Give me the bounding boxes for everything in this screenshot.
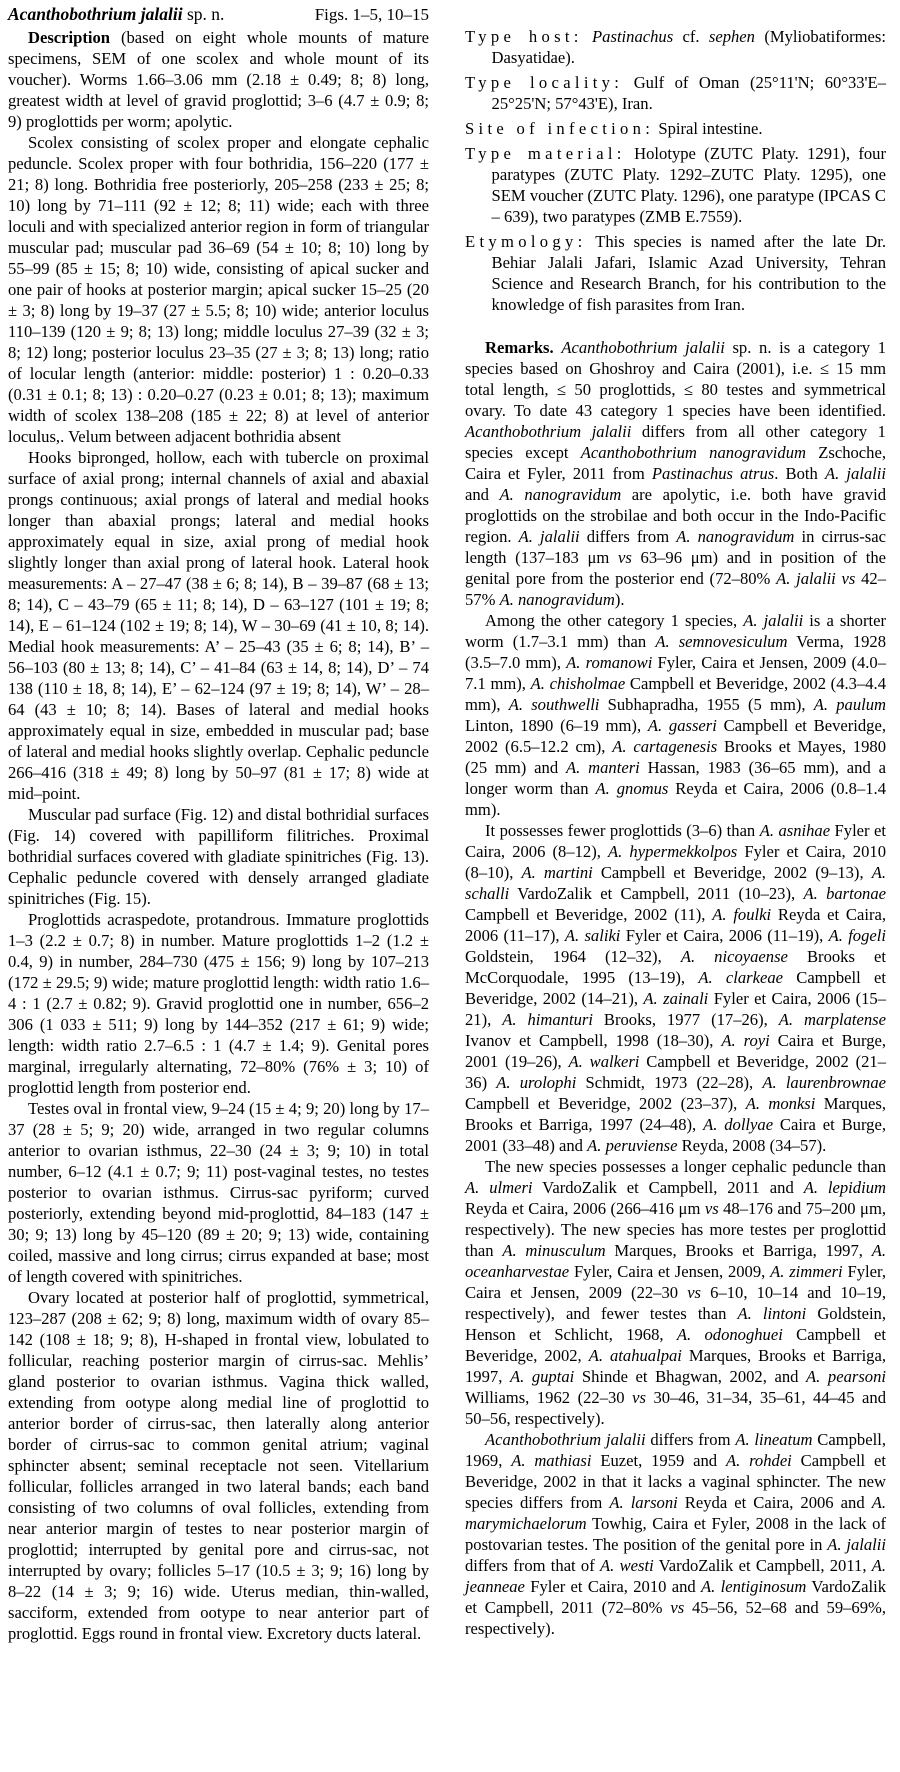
species-rank: sp. n. xyxy=(182,4,225,24)
type-host-text: Pastinachus cf. sephen (Myliobatiformes: Dasyatidae). xyxy=(491,27,886,67)
ovary-paragraph: Ovary located at posterior half of proglottid, symmetrical, 123–287 (208 ± 62; 9; 8) long, maximum width of ovary 85–142 (108 ± 18; 9; 8), H-shaped in frontal view, lobulated to follicular, reaching posterior margin of cirrus-sac. Mehlis’ gland posterior to ovarian isthmus. Vagina thick walled, extending from ootype along medial line of proglottid to anterior border of cirrus-sac, then laterally along anterior border of cirrus-sac to common genital atrium; vaginal sphincter absent; seminal receptacle not seen. Vitellarium follicular, follicles arranged in two lateral bands; each band consisting of two columns of oval follicles, extending from near anterior margin of testes to near posterior margin of proglottid; interrupted by genital pore and cirrus-sac, not interrupted by ovary; follicles 5–17 (10.5 ± 3; 9; 16) long by 8–22 (14 ± 3; 9; 16) wide. Uterus median, thin-walled, sacciform, extended from ootype to near anterior part of proglottid. Eggs round in frontal view. Excretory ducts lateral. xyxy=(8,1288,429,1643)
type-locality-label: Type locality: xyxy=(465,73,624,92)
remarks-paragraph-2: Among the other category 1 species, A. jalalii is a shorter worm (1.7–3.1 mm) than A. semnovesiculum Verma, 1928 (3.5–7.0 mm), A. romanowi Fyler, Caira et Jensen, 2009 (4.0–7.1 mm), A. chisholmae Campbell et Beveridge, 2002 (4.3–4.4 mm), A. southwelli Subhapradha, 1955 (5 mm), A. paulum Linton, 1890 (6–19 mm), A. gasseri Campbell et Beveridge, 2002 (6.5–12.2 cm), A. cartagenesis Brooks et Mayes, 1980 (25 mm) and A. manteri Hassan, 1983 (36–65 mm), and a longer worm than A. gnomus Reyda et Caira, 2006 (0.8–1.4 mm). xyxy=(465,611,887,819)
species-title-row xyxy=(8,4,429,25)
species-title xyxy=(8,4,224,25)
muscular-pad-paragraph: Muscular pad surface (Fig. 12) and distal bothridial surfaces (Fig. 14) covered with papilliform filitriches. Proximal bothridial surfaces covered with gladiate spinitriches (Fig. 13). Cephalic peduncle covered with densely arranged gladiate spinitriches (Fig. 15). xyxy=(8,805,429,908)
remarks-paragraph-3: It possesses fewer proglottids (3–6) than A. asnihae Fyler et Caira, 2006 (8–12), A. hypermekkolpos Fyler et Caira, 2010 (8–10), A. martini Campbell et Beveridge, 2002 (9–13), A. schalli VardoZalik et Campbell, 2011 (10–23), A. bartonae Campbell et Beveridge, 2002 (11), A. foulki Reyda et Caira, 2006 (11–17), A. saliki Fyler et Caira, 2006 (11–19), A. fogeli Goldstein, 1964 (12–32), A. nicoyaense Brooks et McCorquodale, 1995 (13–19), A. clarkeae Campbell et Beveridge, 2002 (14–21), A. zainali Fyler et Caira, 2006 (15–21), A. himanturi Brooks, 1977 (17–26), A. marplatense Ivanov et Campbell, 1998 (18–30), A. royi Caira et Burge, 2001 (19–26), A. walkeri Campbell et Beveridge, 2002 (21–36) A. urolophi Schmidt, 1973 (22–28), A. laurenbrownae Campbell et Beveridge, 2002 (23–37), A. monksi Marques, Brooks et Barriga, 1997 (24–48), A. dollyae Caira et Burge, 2001 (33–48) and A. peruviense Reyda, 2008 (34–57). xyxy=(465,821,887,1155)
etymology-entry xyxy=(465,231,886,315)
type-locality-entry xyxy=(465,72,886,114)
remarks-section xyxy=(465,337,886,1639)
type-host-entry xyxy=(465,26,886,68)
site-of-infection-label: Site of infection: xyxy=(465,119,655,138)
remarks-paragraph-4: The new species possesses a longer cephalic peduncle than A. ulmeri VardoZalik et Campbell, 2011 and A. lepidium Reyda et Caira, 2006 (266–416 μm vs 48–176 and 75–200 μm, respectively). The new species has more testes per proglottid than A. minusculum Marques, Brooks et Barriga, 1997, A. oceanharvestae Fyler, Caira et Jensen, 2009, A. zimmeri Fyler, Caira et Jensen, 2009 (22–30 vs 6–10, 10–14 and 10–19, respectively), and fewer testes than A. lintoni Goldstein, Henson et Schlicht, 1968, A. odonoghuei Campbell et Beveridge, 2002, A. atahualpai Marques, Brooks et Barriga, 1997, A. guptai Shinde et Bhagwan, 2002, and A. pearsoni Williams, 1962 (22–30 vs 30–46, 31–34, 35–61, 44–45 and 50–56, respectively). xyxy=(465,1157,887,1428)
etymology-label: Etymology: xyxy=(465,232,587,251)
testes-paragraph: Testes oval in frontal view, 9–24 (15 ± 4; 9; 20) long by 17–37 (28 ± 5; 9; 20) wide, arranged in two regular columns anterior to ovarian isthmus, 22–30 (24 ± 3; 9; 10) in total number, 6–12 (4.1 ± 0.7; 9; 11) post-vaginal testes, no testes posterior to ovarian isthmus. Cirrus-sac pyriform; curved posteriorly, extending beyond mid-proglottid, 84–183 (147 ± 30; 9; 13) long by 45–120 (89 ± 20; 9; 13) wide, containing coiled, massive and long cirrus; cirrus expanded at base; most of length covered with spinitriches. xyxy=(8,1099,429,1286)
figure-references: Figs. 1–5, 10–15 xyxy=(314,5,429,24)
left-column xyxy=(8,4,429,1644)
proglottids-paragraph: Proglottids acraspedote, protandrous. Immature proglottids 1–3 (2.2 ± 0.7; 8) in number. Mature proglottids 1–2 (1.2 ± 0.4, 9) in number, 284–730 (475 ± 156; 9) long by 107–213 (172 ± 29.5; 9) wide; mature proglottid length: width ratio 1.6–4 : 1 (2.7 ± 0.82; 9). Gravid proglottid one in number, 656–2 306 (1 033 ± 511; 9) long by 144–352 (217 ± 61; 9) wide; length: width ratio 2.7–6.5 : 1 (4.7 ± 1.4; 9). Genital pores marginal, irregularly alternating, 72–80% (76% ± 3; 10) of proglottid length from posterior end. xyxy=(8,910,429,1097)
etymology-text: This species is named after the late Dr. Behiar Jalali Jafari, Islamic Azad University, Tehran Science and Research Branch, for his contribution to the knowledge of fish parasites from Iran. xyxy=(491,232,886,314)
type-locality-text: Gulf of Oman (25°11'N; 60°33'E–25°25'N; 57°43'E), Iran. xyxy=(491,73,886,113)
description-paragraph: Description (based on eight whole mounts of mature specimens, SEM of one scolex and whole mount of its voucher). Worms 1.66–3.06 mm (2.18 ± 0.49; 8; 8) long, greatest width at level of gravid proglottid; 3–6 (4.7 ± 0.9; 8; 9) proglottids per worm; apolytic. xyxy=(8,28,429,131)
scolex-paragraph: Scolex consisting of scolex proper and elongate cephalic peduncle. Scolex proper with four bothridia, 156–220 (177 ± 21; 8) long. Bothridia free posteriorly, 205–258 (233 ± 25; 8; 10) long by 71–111 (92 ± 12; 8; 11) wide; each with three loculi and with specialized anterior region in form of triangular muscular pad; muscular pad 36–69 (54 ± 10; 8; 10) long by 55–99 (85 ± 15; 8; 10) wide, consisting of apical sucker and one pair of hooks at posterior margin; apical sucker 15–25 (20 ± 3; 8) long by 19–37 (27 ± 5.5; 8; 10) wide; anterior loculus 110–139 (120 ± 9; 8; 13) long; middle loculus 27–39 (32 ± 3; 8; 12) long; posterior loculus 23–35 (27 ± 3; 8; 13) long; ratio of locular length (anterior: middle: posterior) 1 : 0.20–0.33 (0.31 ± 0.1; 8; 13) : 0.20–0.27 (0.23 ± 0.01; 8; 13); maximum width of scolex 138–208 (185 ± 22; 8) at level of anterior loculus,. Velum between adjacent bothridia absent xyxy=(8,133,429,446)
remarks-paragraph-5: Acanthobothrium jalalii differs from A. lineatum Campbell, 1969, A. mathiasi Euzet, 1959 and A. rohdei Campbell et Beveridge, 2002 in that it lacks a vaginal sphincter. The new species differs from A. larsoni Reyda et Caira, 2006 and A. marymichaelorum Towhig, Caira et Fyler, 2008 in the lack of postovarian testes. The position of the genital pore in A. jalalii differs from that of A. westi VardoZalik et Campbell, 2011, A. jeanneae Fyler et Caira, 2010 and A. lentiginosum VardoZalik et Campbell, 2011 (72–80% vs 45–56, 52–68 and 59–69%, respectively). xyxy=(465,1430,887,1638)
type-material-label: Type material: xyxy=(465,144,626,163)
type-material-entry xyxy=(465,143,886,227)
type-material-text: Holotype (ZUTC Platy. 1291), four paratypes (ZUTC Platy. 1292–ZUTC Platy. 1295), one SEM voucher (ZUTC Platy. 1296), one paratype (IPCAS C – 639), two paratypes (ZMB E.7559). xyxy=(491,144,887,226)
remarks-paragraph-1: Remarks. Acanthobothrium jalalii sp. n. is a category 1 species based on Ghoshroy and Caira (2001), i.e. ≤ 15 mm total length, ≤ 50 proglottids, ≤ 80 testes and symmetrical ovary. To date 43 category 1 species have been identified. Acanthobothrium jalalii differs from all other category 1 species except Acanthobothrium nanogravidum Zschoche, Caira et Fyler, 2011 from Pastinachus atrus. Both A. jalalii and A. nanogravidum are apolytic, i.e. both have gravid proglottids on the strobilae and both occur in the Indo-Pacific region. A. jalalii differs from A. nanogravidum in cirrus-sac length (137–183 μm vs 63–96 μm) and in position of the genital pore from the posterior end (72–80% A. jalalii vs 42–57% A. nanogravidum). xyxy=(465,338,887,609)
type-host-label: Type host: xyxy=(465,27,583,46)
site-of-infection-text: Spiral intestine. xyxy=(658,119,763,138)
species-name: Acanthobothrium jalalii xyxy=(8,4,183,24)
hooks-paragraph: Hooks bipronged, hollow, each with tubercle on proximal surface of axial prong; internal channels of axial and abaxial prongs continuous; axial prongs of lateral and medial hooks longer than abaxial prongs; lateral and medial hooks approximately equal in size, axial prong of medial hook slightly longer than axial prong of lateral hook. Lateral hook measurements: A – 27–47 (38 ± 6; 8; 14), B – 39–87 (68 ± 13; 8; 14), C – 43–79 (65 ± 11; 8; 14), D – 63–127 (101 ± 19; 8; 14), E – 61–124 (102 ± 19; 8; 14), W – 30–69 (41 ± 10, 8; 14). Medial hook measurements: A’ – 25–43 (35 ± 6; 8; 14), B’ – 56–103 (80 ± 13; 8; 14), C’ – 41–84 (63 ± 14, 8; 14), D’ – 74 138 (110 ± 18, 8; 14), E’ – 62–124 (97 ± 19; 8; 14), W’ – 28–64 (43 ± 10; 8; 14). Bases of lateral and medial hooks approximately equal in size, embedded in muscular pad; base of lateral and medial hooks slightly overlap. Cephalic peduncle 266–416 (318 ± 49; 8) long by 50–97 (81 ± 17; 8) wide at mid–point. xyxy=(8,448,429,803)
right-column xyxy=(465,4,886,1644)
site-of-infection-entry xyxy=(465,118,886,139)
